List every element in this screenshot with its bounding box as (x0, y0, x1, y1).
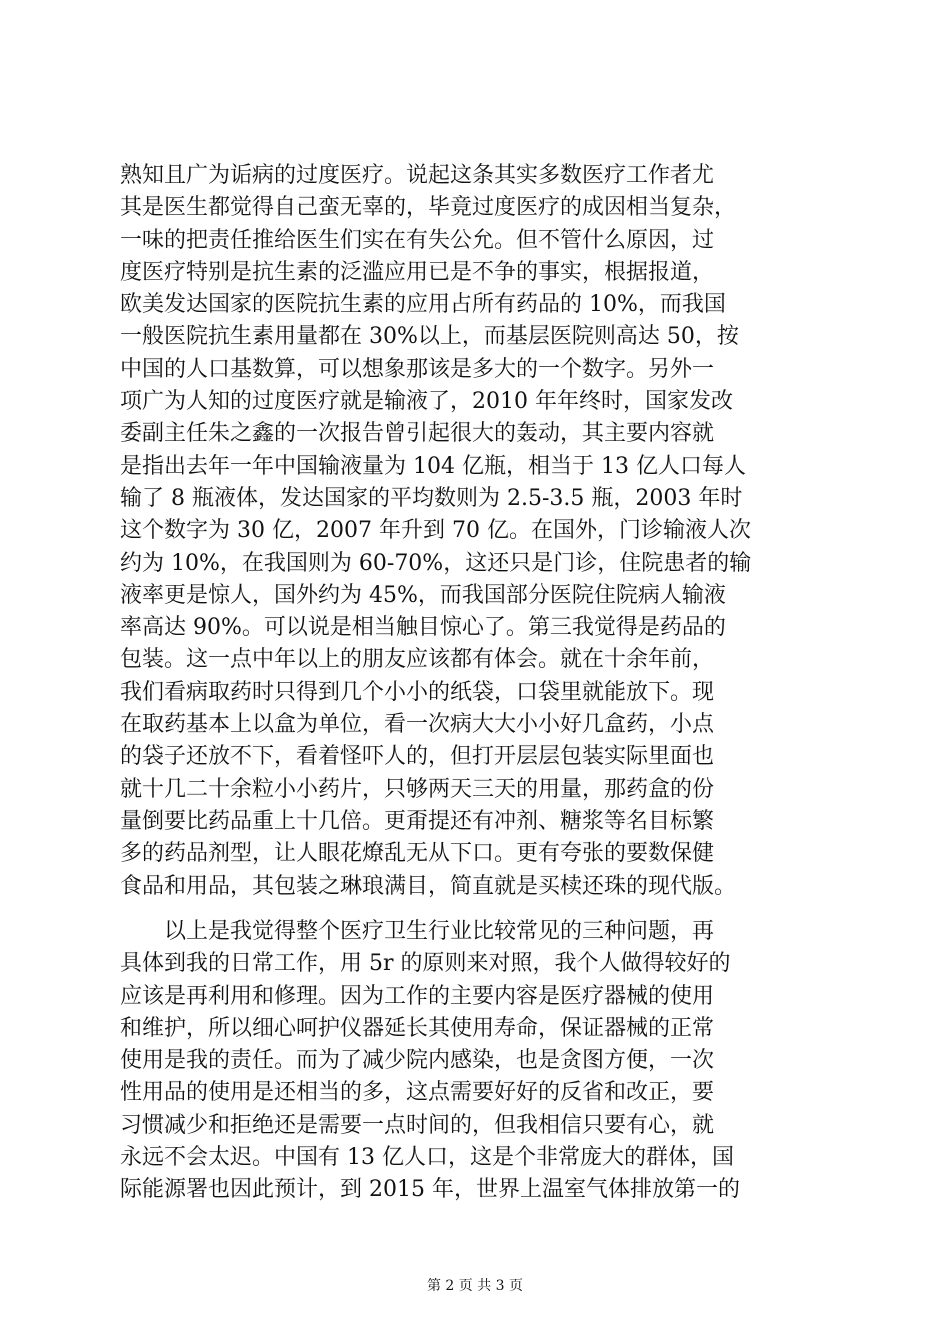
text-line: 食品和用品，其包装之琳琅满目，简直就是买椟还珠的现代版。 (120, 873, 737, 899)
text-line: 和维护，所以细心呵护仪器延长其使用寿命，保证器械的正常 (120, 1015, 715, 1041)
text-line: 应该是再利用和修理。因为工作的主要内容是医疗器械的使用 (120, 983, 715, 1009)
text-line: 多的药品剂型，让人眼花燎乱无从下口。更有夸张的要数保健 (120, 841, 715, 867)
text-line: 一般医院抗生素用量都在 30%以上，而基层医院则高达 50，按 (120, 324, 739, 350)
text-line: 量倒要比药品重上十几倍。更甭提还有冲剂、糖浆等名目标繁 (120, 808, 715, 834)
text-line: 包装。这一点中年以上的朋友应该都有体会。就在十余年前， (120, 647, 715, 673)
text-line: 一味的把责任推给医生们实在有失公允。但不管什么原因，过 (120, 227, 715, 253)
text-line: 习惯减少和拒绝还是需要一点时间的，但我相信只要有心，就 (120, 1112, 715, 1138)
paragraph-1 (120, 160, 840, 903)
text-line: 委副主任朱之鑫的一次报告曾引起很大的轰动，其主要内容就 (120, 421, 715, 447)
text-line: 在取药基本上以盒为单位，看一次病大大小小好几盒药，小点 (120, 712, 715, 738)
text-line: 使用是我的责任。而为了减少院内感染，也是贪图方便，一次 (120, 1048, 715, 1074)
text-line: 是指出去年一年中国输液量为 104 亿瓶，相当于 13 亿人口每人 (120, 453, 746, 479)
text-line: 我们看病取药时只得到几个小小的纸袋，口袋里就能放下。现 (120, 679, 715, 705)
text-line: 输了 8 瓶液体，发达国家的平均数则为 2.5-3.5 瓶，2003 年时 (120, 485, 743, 511)
text-line: 际能源署也因此预计，到 2015 年，世界上温室气体排放第一的 (120, 1177, 740, 1203)
text-line: 度医疗特别是抗生素的泛滥应用已是不争的事实，根据报道， (120, 259, 715, 285)
text-line: 永远不会太迟。中国有 13 亿人口，这是个非常庞大的群体，国 (120, 1145, 734, 1171)
text-line: 性用品的使用是还相当的多，这点需要好好的反省和改正，要 (120, 1080, 715, 1106)
text-line: 具体到我的日常工作，用 5r 的原则来对照，我个人做得较好的 (120, 951, 731, 977)
text-line: 的袋子还放不下，看着怪吓人的，但打开层层包装实际里面也 (120, 744, 715, 770)
paragraph-2 (120, 916, 840, 1207)
text-line: 就十几二十余粒小小药片，只够两天三天的用量，那药盒的份 (120, 776, 715, 802)
text-line: 欧美发达国家的医院抗生素的应用占所有药品的 10%，而我国 (120, 292, 726, 318)
text-line: 项广为人知的过度医疗就是输液了，2010 年年终时，国家发改 (120, 389, 733, 415)
text-line: 其是医生都觉得自己蛮无辜的，毕竟过度医疗的成因相当复杂， (120, 195, 737, 221)
text-line: 率高达 90%。可以说是相当触目惊心了。第三我觉得是药品的 (120, 615, 726, 641)
text-line: 约为 10%，在我国则为 60-70%，这还只是门诊，住院患者的输 (120, 550, 752, 576)
text-line: 这个数字为 30 亿，2007 年升到 70 亿。在国外，门诊输液人次 (120, 518, 751, 544)
text-line: 液率更是惊人，国外约为 45%，而我国部分医院住院病人输液 (120, 582, 726, 608)
text-line: 中国的人口基数算，可以想象那该是多大的一个数字。另外一 (120, 356, 715, 382)
page-footer: 第 2 页 共 3 页 (426, 1278, 524, 1294)
text-line: 以上是我觉得整个医疗卫生行业比较常见的三种问题，再 (120, 919, 715, 944)
text-line: 熟知且广为诟病的过度医疗。说起这条其实多数医疗工作者尤 (120, 163, 715, 188)
